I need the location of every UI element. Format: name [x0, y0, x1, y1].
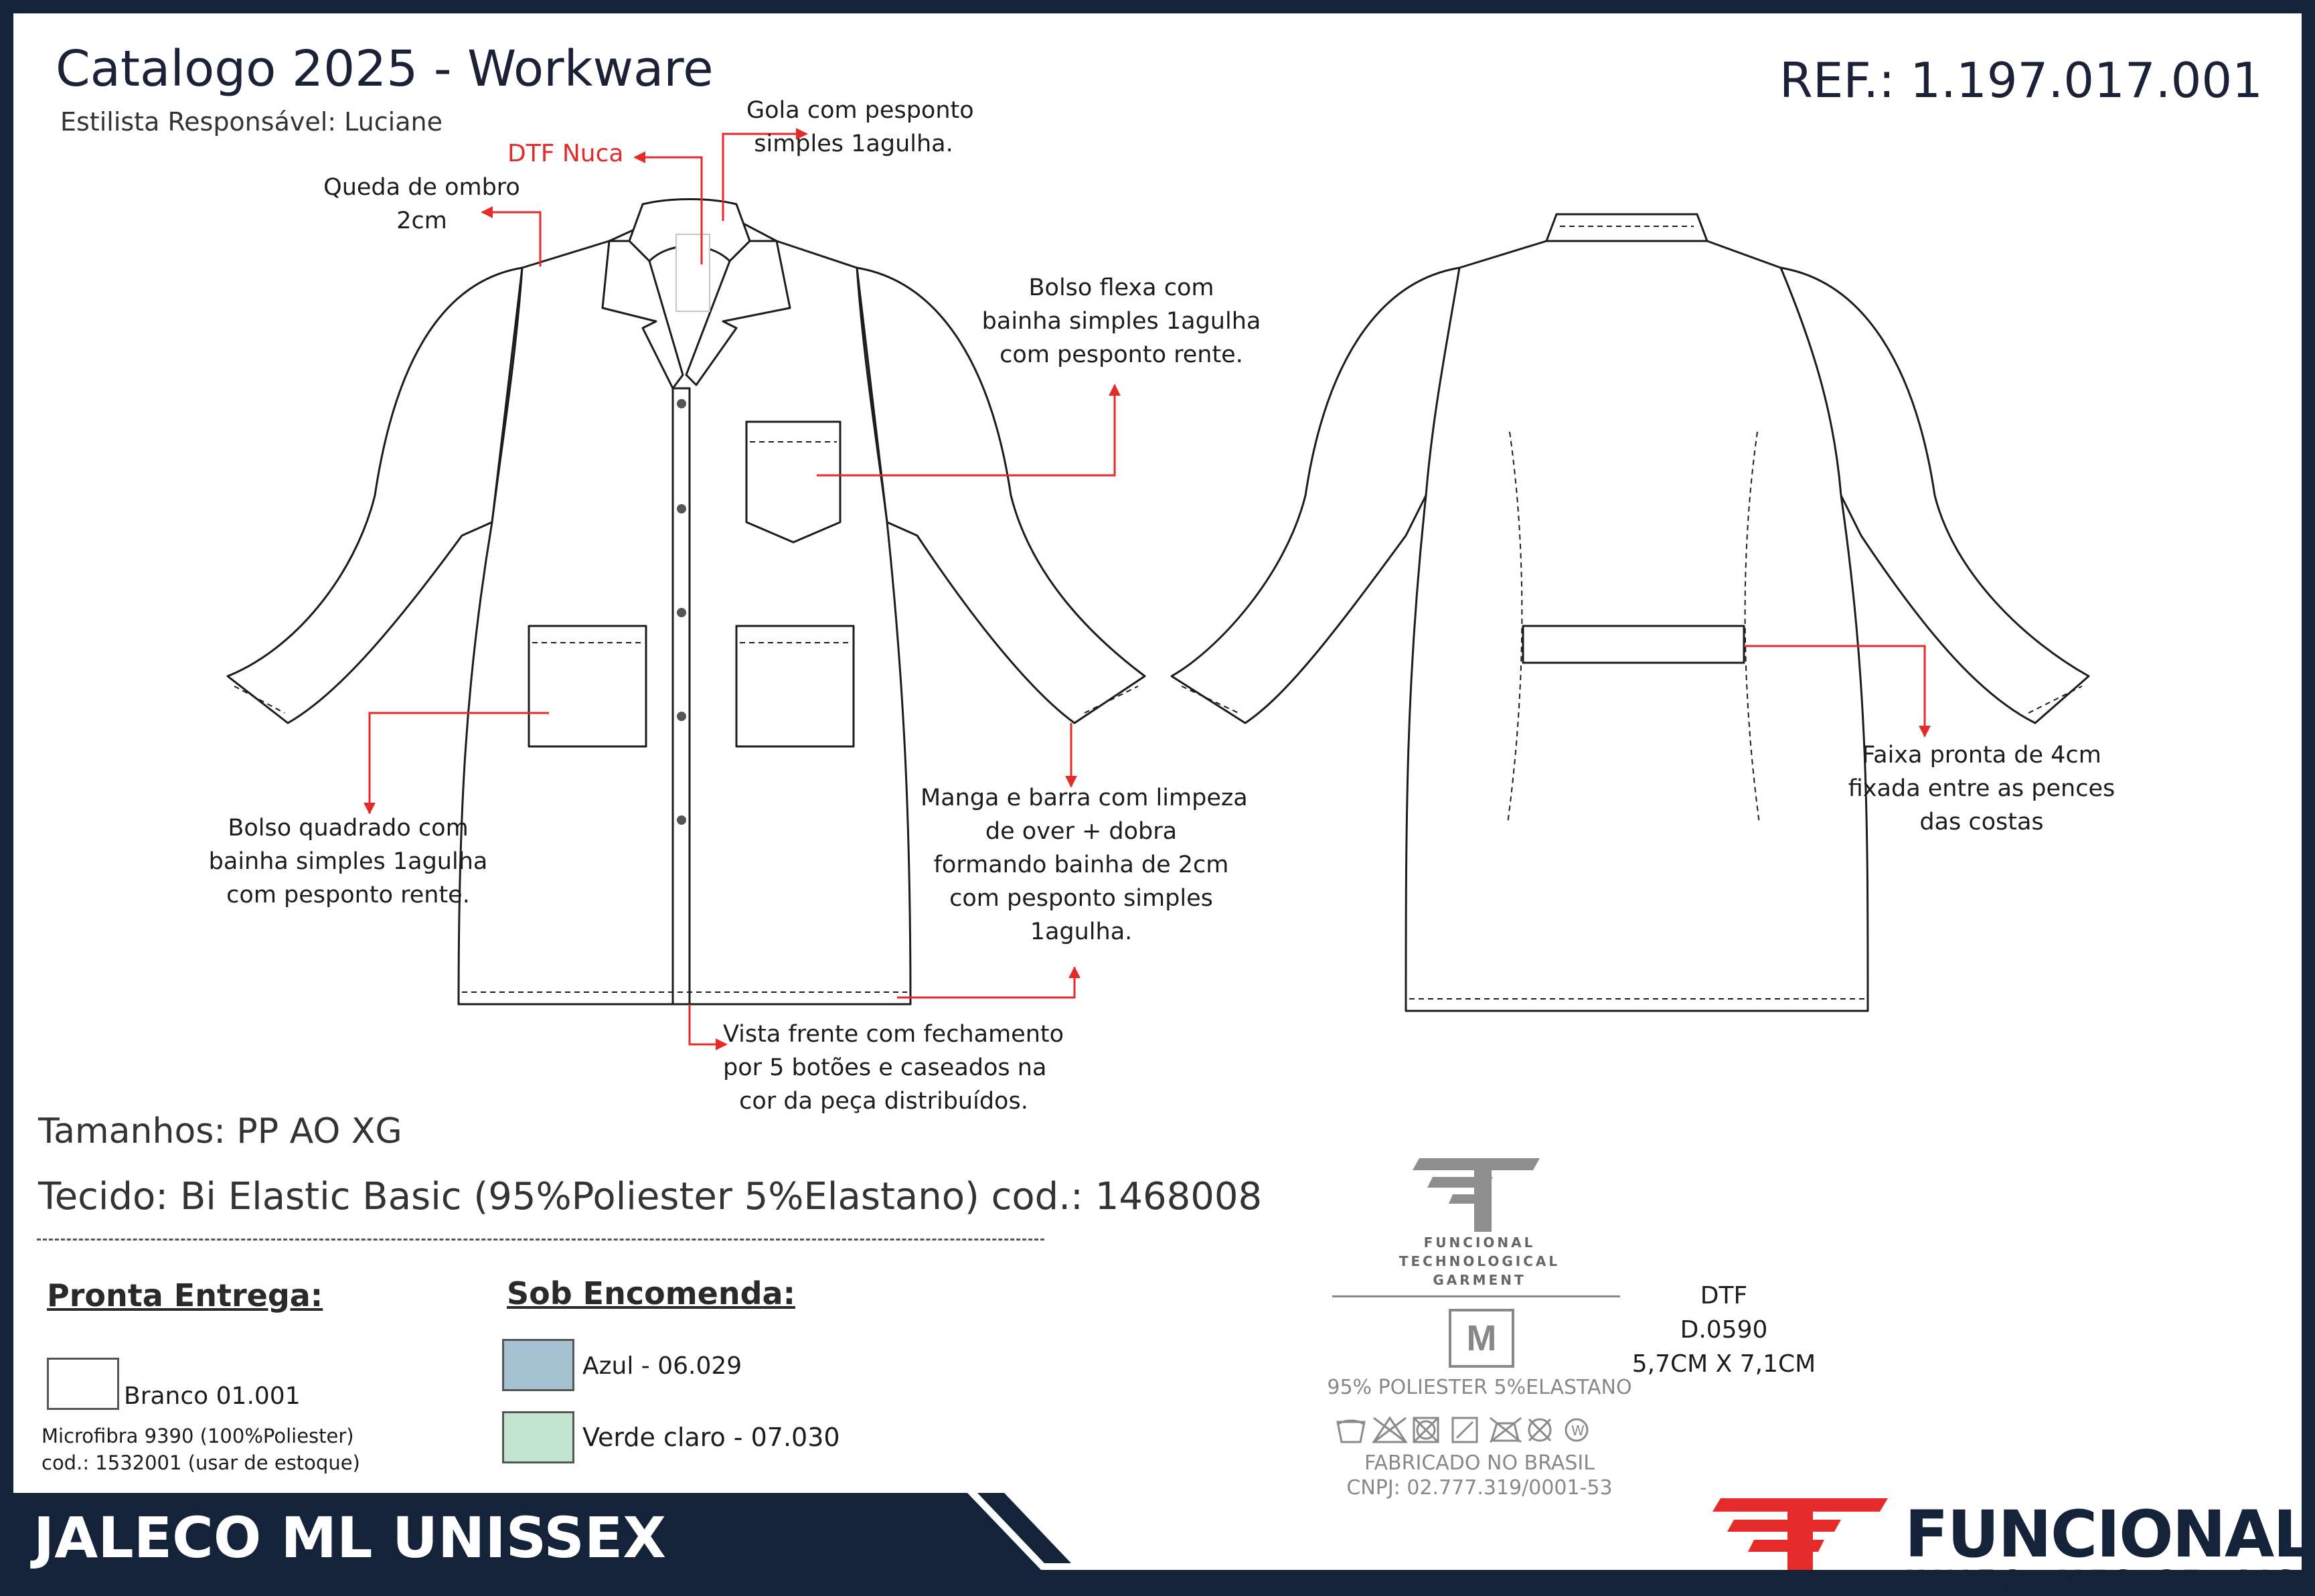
annotation-bolso-flexa [971, 271, 1272, 372]
tag-logo-line1: FUNCIONAL [1423, 1234, 1536, 1251]
stylist-label: Estilista Responsável: Luciane [60, 107, 443, 137]
pronta-entrega-title: Pronta Entrega: [47, 1277, 323, 1313]
product-name: JALECO ML UNISSEX [33, 1505, 666, 1571]
sob-encomenda-title: Sob Encomenda: [507, 1275, 795, 1311]
annotation-vista-line2: por 5 botões e caseados na [723, 1054, 1047, 1081]
annotation-gola-line1: Gola com pesponto [746, 97, 974, 124]
tag-logo-line3: GARMENT [1433, 1272, 1526, 1288]
wash-30-icon [1338, 1421, 1364, 1442]
annotation-bolso-flexa-line2: bainha simples 1agulha [981, 308, 1261, 335]
annotation-vista-frente [723, 1018, 1064, 1118]
funcional-brand-logo-icon [1707, 1493, 1895, 1570]
color-azul-label: Azul - 06.029 [582, 1352, 742, 1380]
annotation-manga-line2: de over + dobra [985, 818, 1178, 845]
annotation-bolso-flexa-line1: Bolso flexa com [1028, 274, 1214, 301]
annotation-bolso-quadrado [197, 811, 499, 912]
svg-text:W: W [1571, 1423, 1585, 1439]
annotation-bolso-quadrado-line1: Bolso quadrado com [228, 815, 469, 842]
no-iron-icon [1490, 1418, 1521, 1442]
tag-divider [1332, 1295, 1620, 1297]
no-tumble-dry-icon [1414, 1418, 1438, 1442]
annotation-faixa [1841, 738, 2122, 839]
brand-subtitle: UNIFORMES GERAIS [1905, 1565, 2302, 1596]
pronta-note-line1: Microfibra 9390 (100%Poliester) [42, 1425, 354, 1447]
reference-code: REF.: 1.197.017.001 [1779, 52, 2263, 108]
pronta-note-line2: cod.: 1532001 (usar de estoque) [42, 1451, 360, 1474]
dtf-line2: D.0590 [1680, 1316, 1768, 1344]
tag-made-in: FABRICADO NO BRASIL [1364, 1451, 1595, 1475]
no-dry-clean-icon [1529, 1419, 1550, 1441]
swatch-branco [47, 1358, 119, 1410]
tag-logo-text [1379, 1233, 1580, 1289]
swatch-azul [502, 1339, 574, 1391]
annotation-faixa-line2: fixada entre as pences [1848, 775, 2116, 802]
color-branco-label: Branco 01.001 [124, 1382, 301, 1410]
annotation-gola [746, 94, 974, 161]
funcional-tag-logo [1413, 1145, 1546, 1232]
annotation-gola-line2: simples 1agulha. [754, 131, 953, 157]
tag-size-box: M [1449, 1309, 1514, 1368]
annotation-faixa-line1: Faixa pronta de 4cm [1862, 742, 2101, 769]
fabric-spec: Tecido: Bi Elastic Basic (95%Poliester 5%Elastano) cod.: 1468008 [38, 1175, 1263, 1218]
annotation-vista-line3: cor da peça distribuídos. [739, 1088, 1028, 1115]
annotation-manga-barra [921, 781, 1248, 949]
annotation-queda-ombro [308, 171, 536, 238]
page-title: Catalogo 2025 - Workware [56, 40, 714, 98]
line-dry-icon [1453, 1418, 1477, 1442]
no-bleach-icon [1374, 1418, 1406, 1442]
brand-name: FUNCIONAL [1905, 1497, 2313, 1572]
annotation-faixa-line3: das costas [1919, 809, 2044, 835]
color-verde-label: Verde claro - 07.030 [582, 1423, 840, 1452]
annotation-bolso-quadrado-line3: com pesponto rente. [226, 882, 470, 908]
annotation-queda-line2: 2cm [396, 208, 447, 234]
care-symbols [1332, 1411, 1613, 1451]
tag-composition: 95% POLIESTER 5%ELASTANO [1327, 1376, 1632, 1399]
annotation-bolso-quadrado-line2: bainha simples 1agulha [208, 848, 488, 875]
swatch-verde-claro [502, 1411, 574, 1463]
annotation-vista-line1: Vista frente com fechamento [723, 1021, 1064, 1048]
pronta-note [42, 1423, 360, 1476]
back-view [1172, 214, 2089, 1011]
annotation-dtf-nuca: DTF Nuca [507, 140, 624, 167]
annotation-queda-line1: Queda de ombro [323, 174, 520, 201]
tag-logo-line2: TECHNOLOGICAL [1399, 1253, 1561, 1269]
annotation-bolso-flexa-line3: com pesponto rente. [1000, 341, 1243, 368]
annotation-manga-line4: com pesponto simples [949, 885, 1213, 912]
tag-cnpj: CNPJ: 02.777.319/0001-53 [1346, 1476, 1613, 1500]
section-divider [37, 1239, 1044, 1241]
dtf-line3: 5,7CM X 7,1CM [1631, 1350, 1816, 1378]
annotation-manga-line5: 1agulha. [1030, 919, 1133, 945]
wet-clean-icon [1566, 1419, 1587, 1441]
dtf-line1: DTF [1700, 1282, 1748, 1309]
annotation-manga-line1: Manga e barra com limpeza [921, 785, 1248, 811]
catalog-sheet [13, 13, 2313, 1596]
dtf-info [1620, 1279, 1828, 1381]
sizes-spec: Tamanhos: PP AO XG [38, 1111, 402, 1151]
annotation-manga-line3: formando bainha de 2cm [933, 852, 1229, 878]
